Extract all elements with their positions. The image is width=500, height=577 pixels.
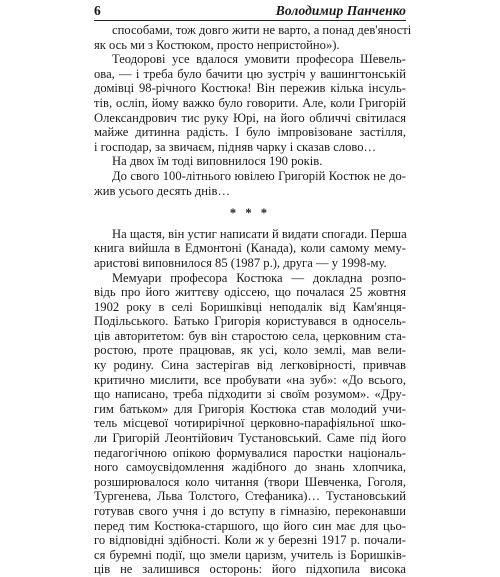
- text-line: ова, — і треба було бачити цю зустріч у вашингтонській: [94, 66, 406, 81]
- paragraph: [94, 169, 406, 198]
- text-line: критично мислити, все пробувати «на зуб»: «До всього,: [94, 372, 406, 387]
- text-line: ців не залишився осторонь: його підхопила висока: [94, 562, 406, 577]
- paragraph: [94, 154, 406, 169]
- text-line: відь про його життєву одіссею, що почалася 25 жовтня: [94, 285, 406, 300]
- paragraph: [94, 227, 406, 271]
- running-title: Володимир Панченко: [275, 3, 406, 18]
- text-line: як ось ми з Костюком, просто непристойно»).: [94, 37, 340, 52]
- text-line: тів, осліп, йому важко було говорити. Але, коли Григорій: [94, 95, 406, 110]
- text-line: На двох їм тоді виповнилося 190 років.: [112, 154, 323, 169]
- text-line: педагогічною опікою формувалися паростки національ-: [94, 445, 406, 460]
- text-line: ли Григорій Леонтійович Тустановський. Саме під його: [94, 431, 406, 446]
- paragraph: [94, 23, 412, 52]
- paragraph: [94, 52, 406, 154]
- text-line: ся буремні події, що змели царизм, учитель із Боришків-: [94, 547, 406, 562]
- text-line: що написано, треба підходити зі своїм розумом». «Дру-: [94, 387, 406, 402]
- text-line: 1902 року в селі Боришківці неподалік від Кам'янця-: [94, 299, 406, 314]
- text-line: майже дитинна радість. І було імпровізоване застілля,: [94, 125, 406, 140]
- text-line: ку родину. Сина застерігав від легковірності, привчав: [94, 358, 406, 373]
- text-line: Теодорові усе вдалося умовити професора Шевель-: [112, 52, 406, 67]
- text-line: Олександрович тис руку Юрі, на його обличчі світилася: [94, 110, 406, 125]
- text-line: Тургенева, Льва Толстого, Стефаника)… Тустановський: [94, 489, 406, 504]
- page-number: 6: [94, 3, 101, 18]
- text-line: ростою, проте працював, як усі, коло землі, мав вели-: [94, 343, 406, 358]
- text-line: го відповідні здібності. Коли ж у березні 1917 р. почали-: [94, 533, 406, 548]
- text-line: аристові виповнилося 85 (1987 р.), друга — у 1998-му.: [94, 255, 387, 270]
- text-line: готував свого учня і до вступу в гімназію, переконавши: [94, 504, 406, 518]
- text-line: домівці 98-річного Костюка! Він пережив кілька інсуль-: [94, 81, 406, 96]
- text-line: ців авторитетом: був він старостою села, церковним ста-: [94, 328, 406, 343]
- section-separator: * * *: [229, 206, 271, 221]
- text-line: ного самоусвідомлення жадібного до знань хлопчика,: [94, 460, 406, 475]
- text-line: розширювалося коло читання (твори Шевченка, Гоголя,: [94, 474, 406, 489]
- text-line: Мемуари професора Костюка — докладна розпо-: [112, 270, 406, 285]
- text-line: перед тим Костюка-старшого, що його син має для цьо-: [94, 518, 406, 533]
- text-line: гим батьком» для Григорія Костюка став молодий учи-: [94, 401, 406, 416]
- body-text: [94, 23, 412, 577]
- text-line: книга вийшла в Едмонтоні (Канада), коли самому мему-: [94, 241, 406, 256]
- text-line: До свого 100-літнього ювілею Григорій Костюк не до-: [112, 168, 406, 183]
- text-line: Подільського. Батько Григорія користувався в односель-: [94, 314, 406, 329]
- text-line: жив усього десять днів…: [94, 183, 231, 198]
- text-line: На щастя, він устиг написати й видати спогади. Перша: [112, 226, 407, 241]
- text-line: способами, тож довго жити не варто, а понад дев'яності: [112, 23, 412, 37]
- page-header: [94, 3, 406, 21]
- paragraph: [94, 271, 406, 577]
- text-line: і господар, за звичаєм, підняв чарку і сказав слово…: [94, 139, 377, 154]
- text-line: тель місцевої чотирирічної церковно-парафіяльної шко-: [94, 416, 406, 431]
